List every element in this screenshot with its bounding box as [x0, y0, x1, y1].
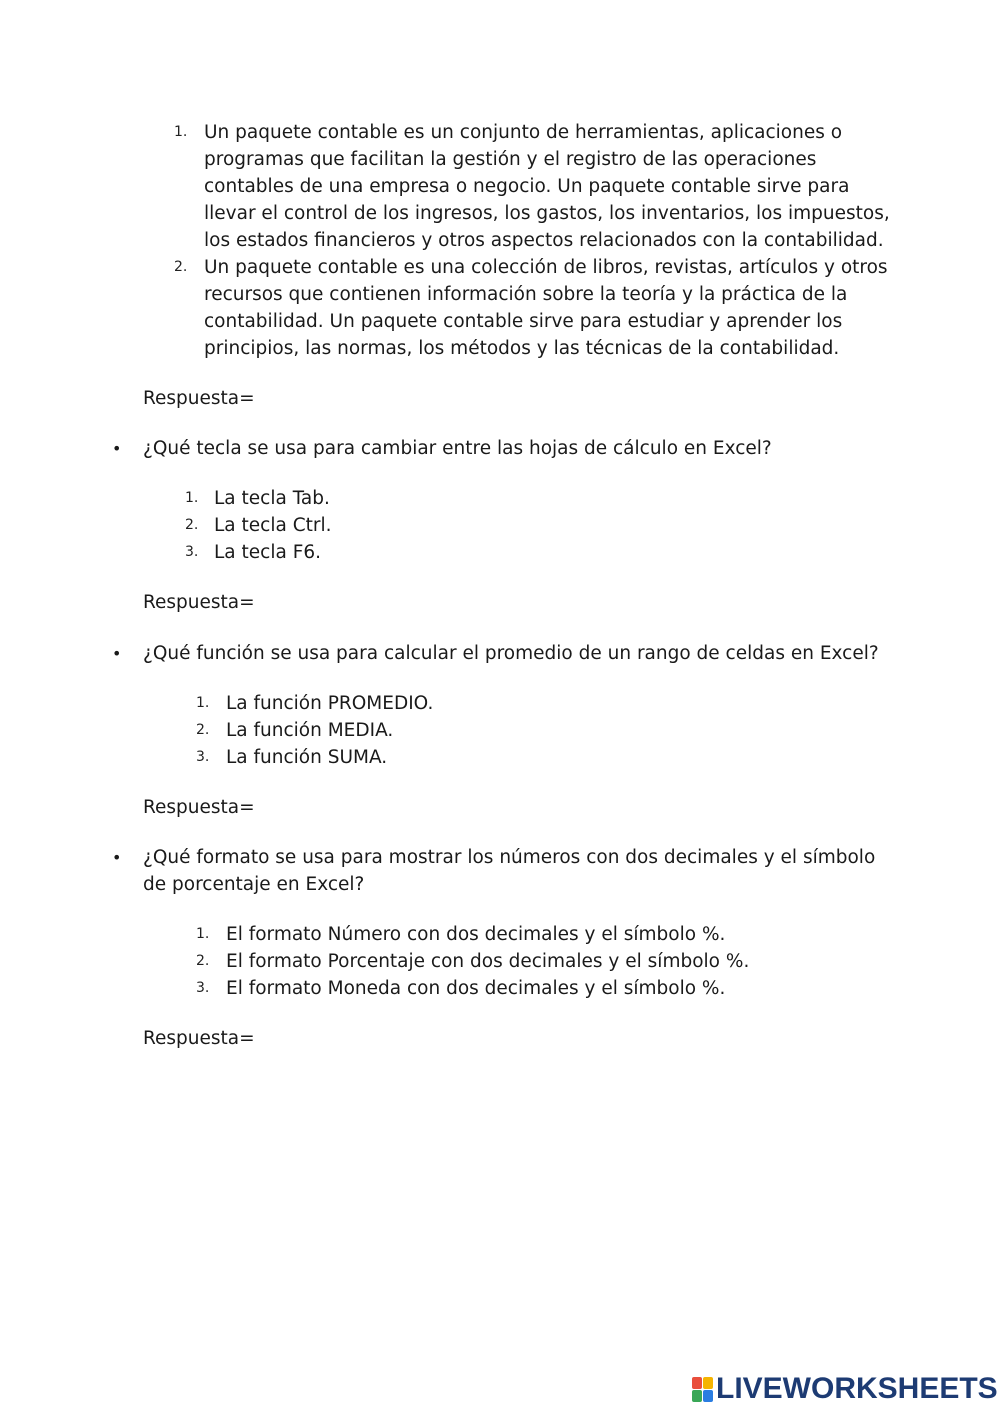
option-number: 3. [196, 749, 210, 765]
option-text: La función PROMEDIO. [226, 693, 434, 714]
option-text: Un paquete contable es una colección de libros, revistas, artículos y otros recursos que contienen información sobre la teoría y la práctica de la contabilidad. Un paquete contable sirve para estudiar y aprender los principios, las normas, los métodos y las técnicas de la contabilidad. [204, 257, 888, 359]
option-text: El formato Número con dos decimales y el símbolo %. [226, 924, 726, 945]
answer-field[interactable]: Respuesta= [143, 1028, 255, 1049]
option-text: El formato Porcentaje con dos decimales y el símbolo %. [226, 951, 750, 972]
brand-name: LIVEWORKSHEETS [716, 1372, 998, 1405]
option-text: La tecla Tab. [214, 488, 330, 509]
option-number: 1. [185, 490, 199, 506]
answer-field[interactable]: Respuesta= [143, 797, 255, 818]
option-text: La tecla F6. [214, 542, 321, 563]
liveworksheets-logo[interactable] [692, 1372, 998, 1406]
answer-field[interactable]: Respuesta= [143, 592, 255, 613]
option-number: 2. [196, 722, 210, 738]
question-text: ¿Qué formato se usa para mostrar los números con dos decimales y el símbolo de porcentaje en Excel? [143, 847, 876, 895]
option-number: 1. [196, 926, 210, 942]
option-number: 1. [174, 124, 188, 140]
question-text: ¿Qué función se usa para calcular el promedio de un rango de celdas en Excel? [143, 643, 879, 664]
option-number: 3. [196, 980, 210, 996]
option-text: Un paquete contable es un conjunto de herramientas, aplicaciones o programas que facilitan la gestión y el registro de las operaciones contables de una empresa o negocio. Un paquete contable sirve para llevar el control de los ingresos, los gastos, los inventarios, los impuestos, los estados financieros y otros aspectos relacionados con la contabilidad. [204, 122, 890, 251]
bullet: • [112, 439, 122, 458]
option-number: 2. [196, 953, 210, 969]
option-text: La función MEDIA. [226, 720, 394, 741]
option-number: 3. [185, 544, 199, 560]
option-number: 2. [174, 259, 188, 275]
bullet: • [112, 644, 122, 663]
answer-field[interactable]: Respuesta= [143, 388, 255, 409]
option-text: La tecla Ctrl. [214, 515, 332, 536]
question-text: ¿Qué tecla se usa para cambiar entre las hojas de cálculo en Excel? [143, 438, 772, 459]
liveworksheets-icon [692, 1377, 712, 1401]
option-text: El formato Moneda con dos decimales y el símbolo %. [226, 978, 726, 999]
bullet: • [112, 848, 122, 867]
option-number: 1. [196, 695, 210, 711]
option-number: 2. [185, 517, 199, 533]
option-text: La función SUMA. [226, 747, 388, 768]
